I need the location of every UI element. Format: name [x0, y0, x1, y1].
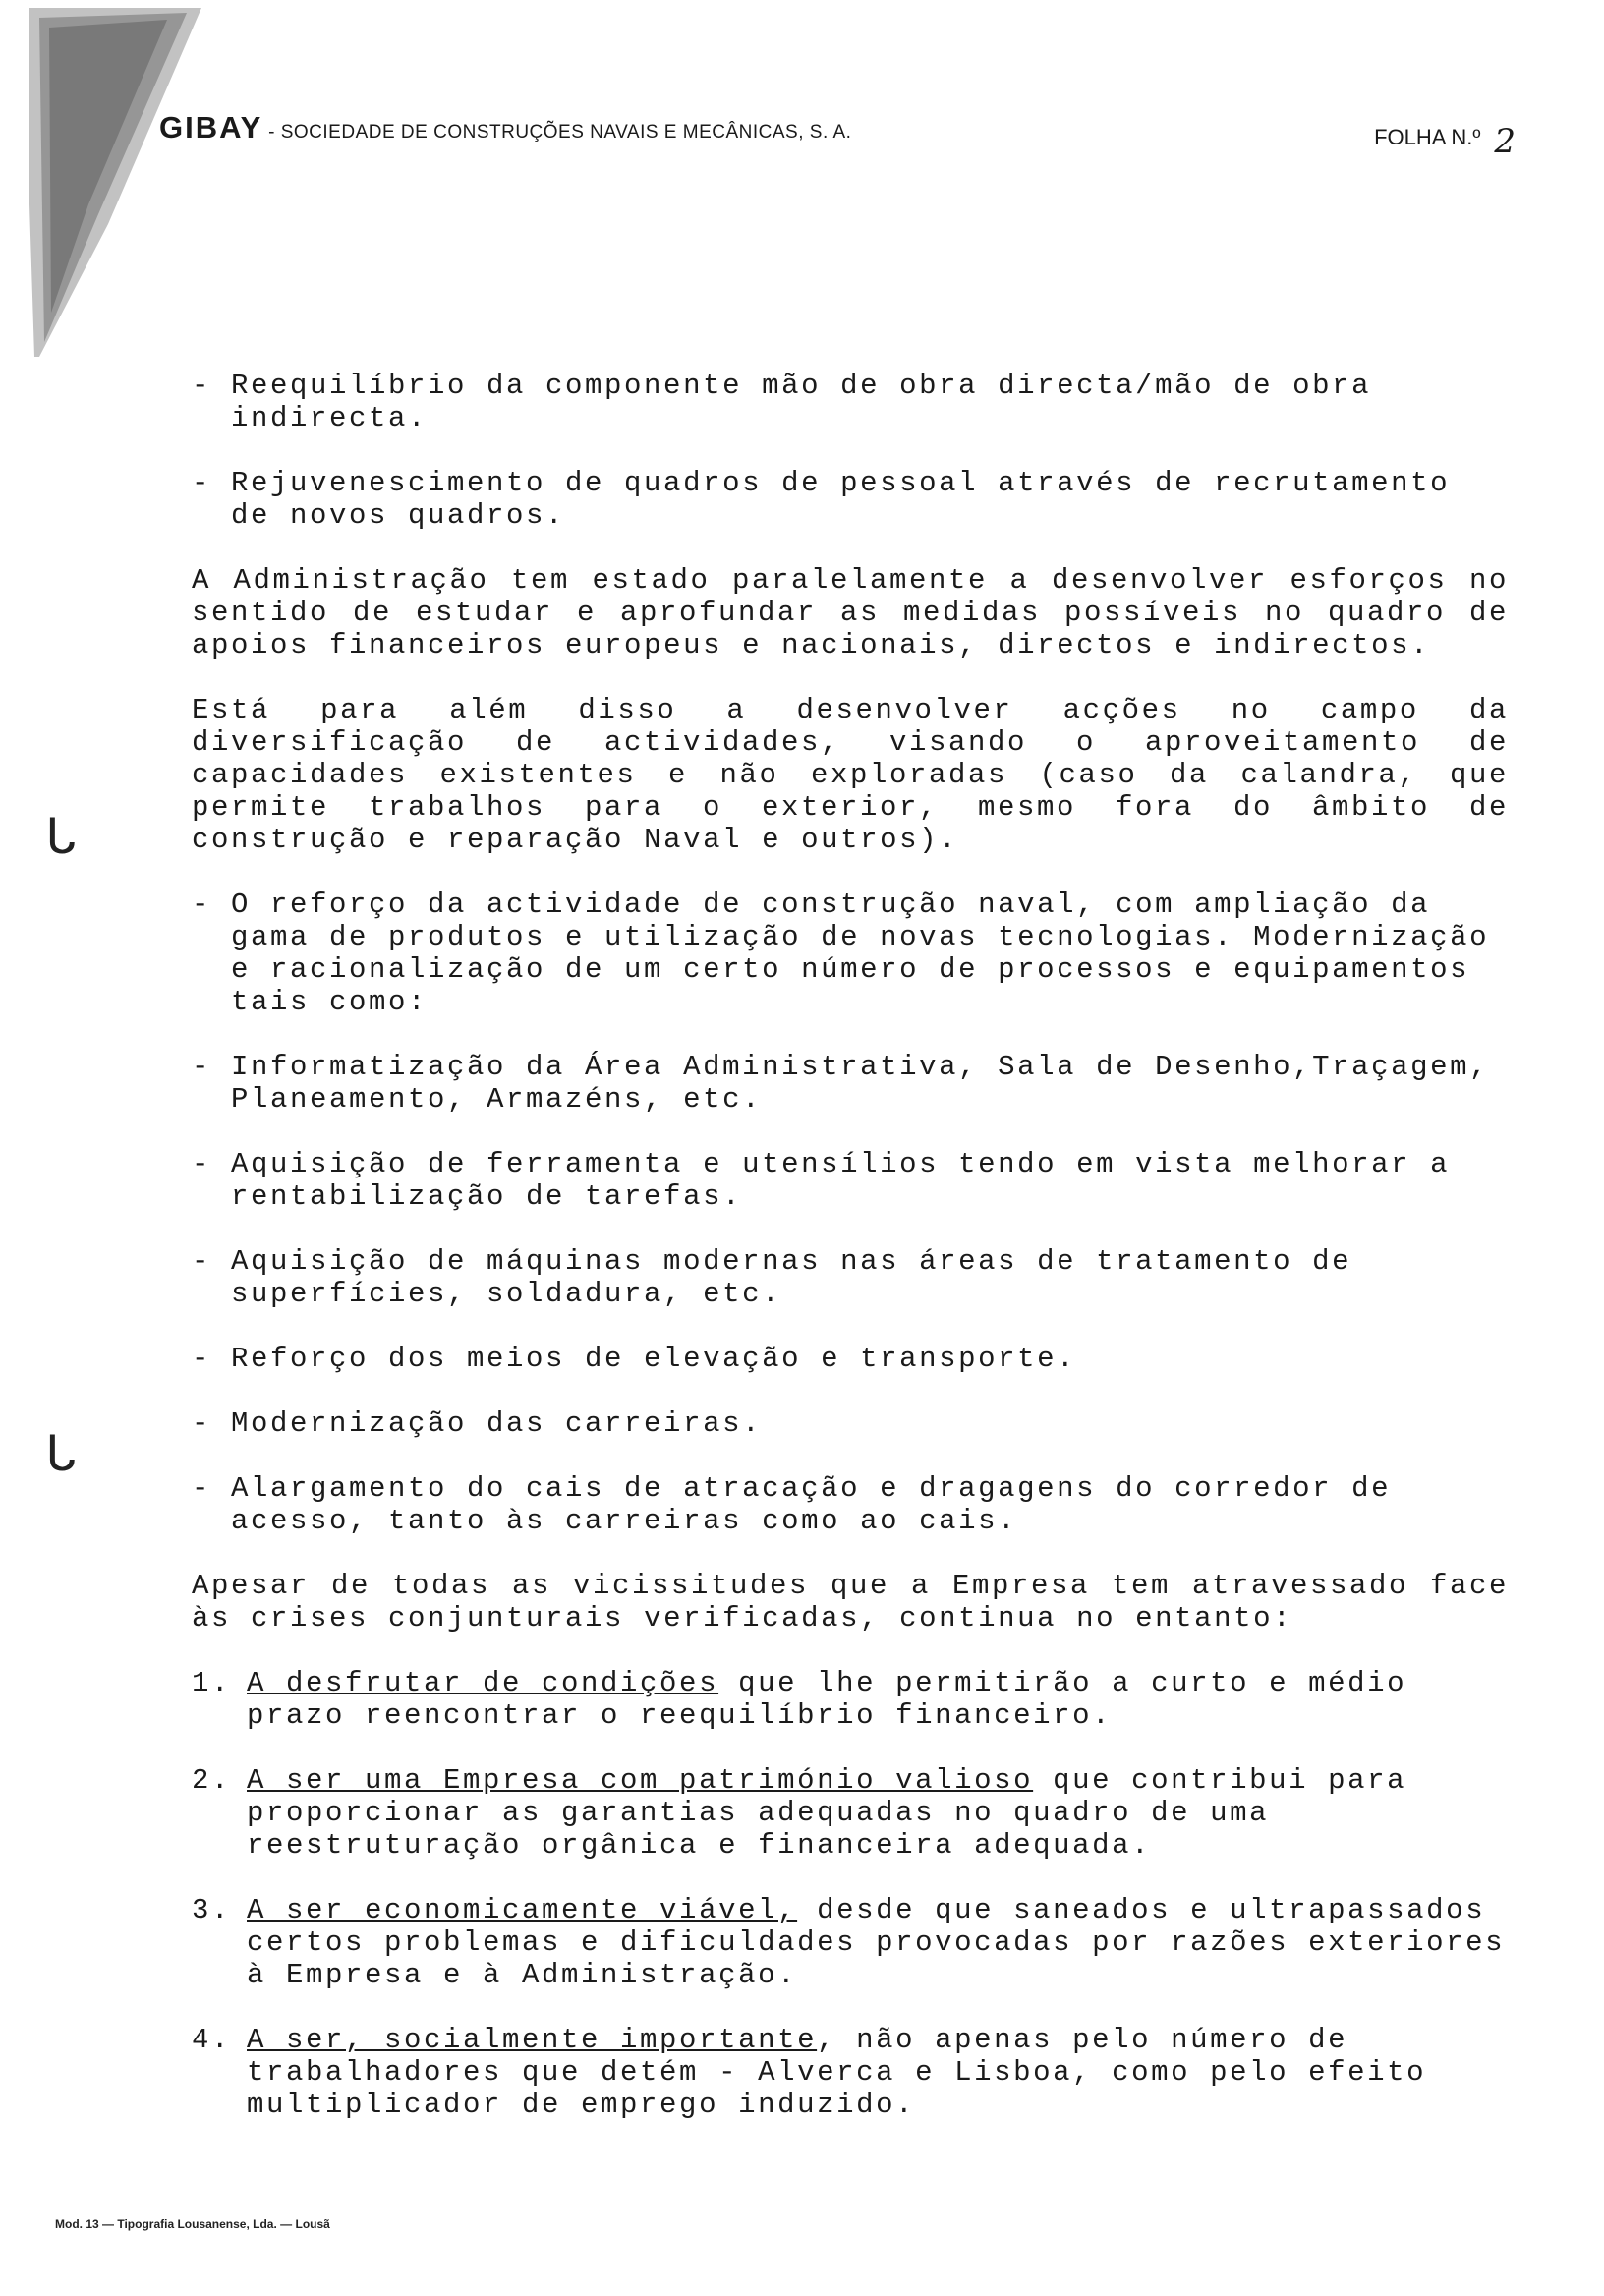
- letterhead: [159, 110, 1555, 161]
- list-item: - Reequilíbrio da componente mão de obra directa/mão de obra indirecta.: [192, 370, 1372, 434]
- sheet-number: [1374, 114, 1516, 161]
- list-item: - Aquisição de ferramenta e utensílios tendo em vista melhorar a rentabilização de tarefas.: [192, 1148, 1451, 1213]
- list-item: - Modernização das carreiras.: [192, 1407, 763, 1440]
- paragraph: Apesar de todas as vicissitudes que a Empresa tem atravessado face às crises conjunturais verificadas, continua no entanto:: [192, 1570, 1509, 1635]
- document-body: [192, 370, 1509, 2153]
- numbered-item: 3. A ser economicamente viável, desde que saneados e ultrapassados certos problemas e dificuldades provocadas por razões exteriores à Empresa e à Administração.: [192, 1894, 1506, 1991]
- bullet-list: [192, 889, 1509, 1537]
- company-brand: GIBAY: [159, 110, 263, 144]
- list-item: - Rejuvenescimento de quadros de pessoal através de recrutamento de novos quadros.: [192, 467, 1451, 532]
- company-logo-graphic: [29, 8, 201, 362]
- list-item: - O reforço da actividade de construção naval, com ampliação da gama de produtos e utilização de novas tecnologias. Modernização e racionalização de um certo número de processos e equipamentos tais como:: [192, 889, 1490, 1018]
- numbered-item: 2. A ser uma Empresa com património valioso que contribui para proporcionar as garantias adequadas no quadro de uma reestruturação orgânica e financeira adequada.: [192, 1764, 1407, 1862]
- numbered-item: 4. A ser, socialmente importante, não apenas pelo número de trabalhadores que detém - Alverca e Lisboa, como pelo efeito multiplicador de emprego induzido.: [192, 2024, 1427, 2121]
- margin-mark: ᒐ: [45, 1425, 77, 1482]
- sheet-label: FOLHA N.º: [1374, 125, 1481, 149]
- paragraph: Está para além disso a desenvolver acções no campo da diversificação de actividades, visando o aproveitamento de capacidades existentes e não exploradas (caso da calandra, que permite trabalhos para o exterior, mesmo fora do âmbito de construção e reparação Naval e outros).: [192, 694, 1509, 856]
- list-item: - Aquisição de máquinas modernas nas áreas de tratamento de superfícies, soldadura, etc.: [192, 1245, 1352, 1310]
- list-item: - Informatização da Área Administrativa, Sala de Desenho,Traçagem, Planeamento, Armazéns, etc.: [192, 1051, 1490, 1116]
- margin-mark: ᒐ: [45, 808, 77, 865]
- list-item: - Alargamento do cais de atracação e dragagens do corredor de acesso, tanto às carreiras como ao cais.: [192, 1472, 1392, 1537]
- paragraph: A Administração tem estado paralelamente a desenvolver esforços no sentido de estudar e aprofundar as medidas possíveis no quadro de apoios financeiros europeus e nacionais, directos e indirectos.: [192, 564, 1509, 661]
- numbered-item: 1. A desfrutar de condições que lhe permitirão a curto e médio prazo reencontrar o reequilíbrio financeiro.: [192, 1667, 1407, 1732]
- company-full-name: - SOCIEDADE DE CONSTRUÇÕES NAVAIS E MECÂNICAS, S. A.: [262, 122, 852, 143]
- list-item: - Reforço dos meios de elevação e transporte.: [192, 1343, 1077, 1375]
- company-name: [159, 110, 851, 145]
- sheet-number-value: 2: [1494, 122, 1516, 161]
- bullet-list: [192, 370, 1509, 532]
- footer-imprint: Mod. 13 — Tipografia Lousanense, Lda. — Lousã: [55, 2217, 330, 2231]
